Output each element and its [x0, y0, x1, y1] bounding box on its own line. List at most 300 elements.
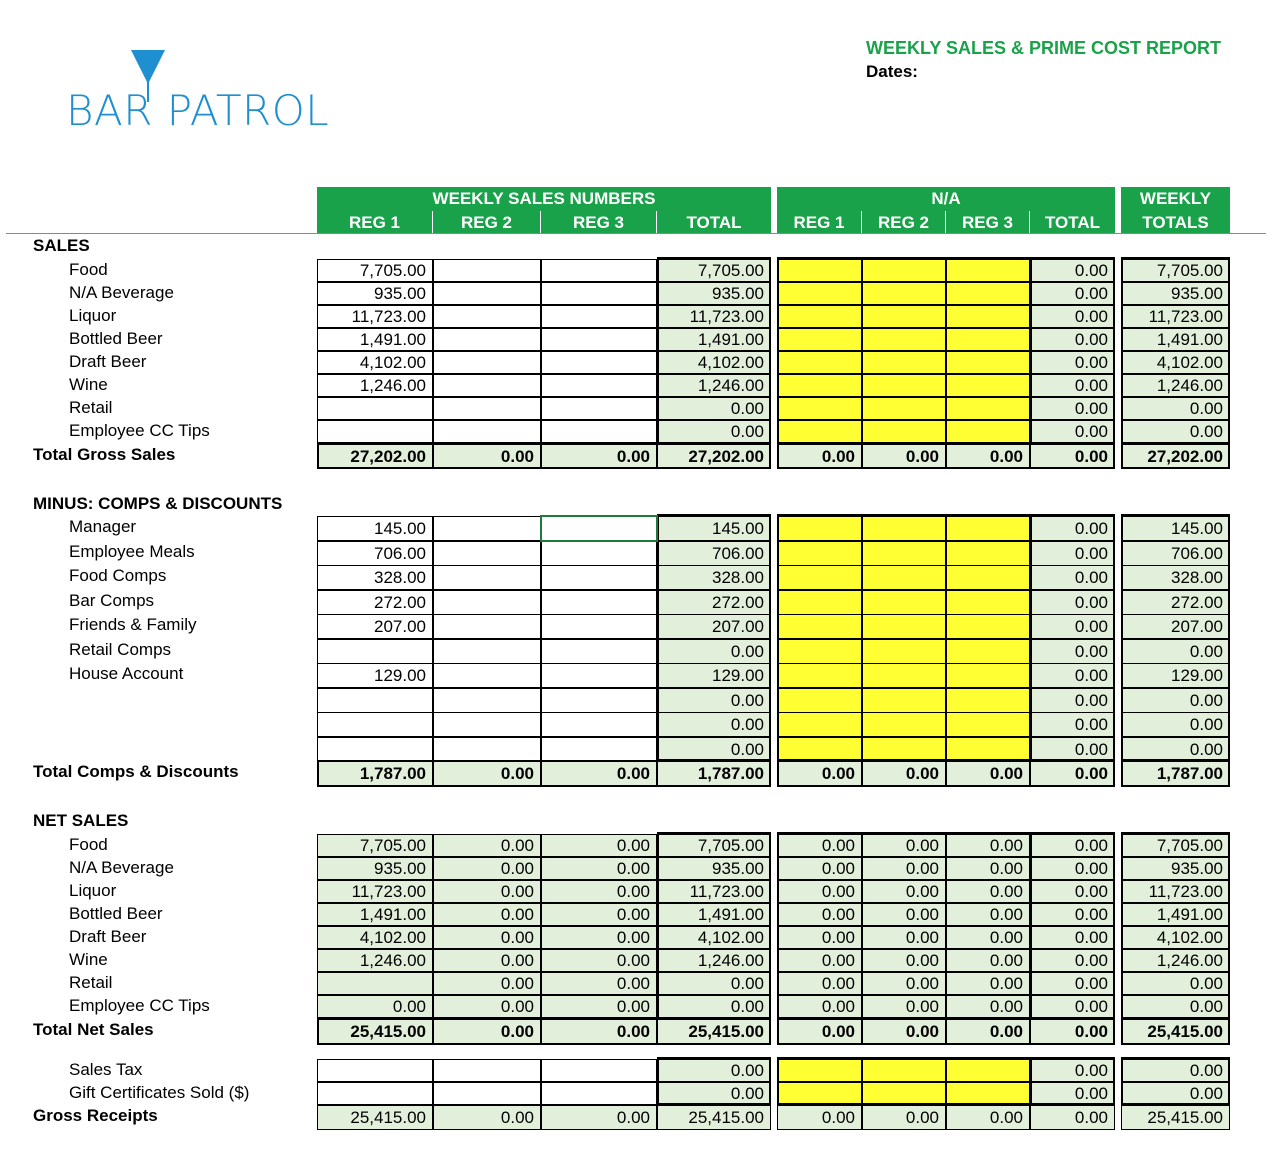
value-cell[interactable] [862, 712, 946, 737]
value-cell[interactable]: 145.00 [657, 516, 771, 541]
value-cell[interactable] [317, 712, 433, 737]
value-cell[interactable] [946, 328, 1030, 351]
value-cell[interactable]: 0.00 [862, 949, 946, 972]
value-cell[interactable]: 1,491.00 [1121, 903, 1230, 926]
row-label: Sales Tax [69, 1060, 143, 1079]
value-cell[interactable] [946, 1082, 1030, 1105]
value-cell[interactable]: 0.00 [657, 688, 771, 713]
value-cell[interactable] [946, 351, 1030, 374]
value-cell[interactable]: 0.00 [1030, 949, 1115, 972]
value-cell[interactable]: 0.00 [1121, 995, 1230, 1018]
value-cell[interactable] [862, 374, 946, 397]
value-cell[interactable] [946, 516, 1030, 541]
value-cell[interactable]: 0.00 [1030, 305, 1115, 328]
value-cell[interactable]: 935.00 [657, 857, 771, 880]
value-cell[interactable] [433, 688, 541, 713]
value-cell[interactable]: 4,102.00 [317, 351, 433, 374]
value-cell[interactable]: 1,246.00 [317, 949, 433, 972]
value-cell[interactable] [946, 541, 1030, 566]
value-cell[interactable] [862, 259, 946, 282]
value-cell[interactable]: 11,723.00 [317, 880, 433, 903]
value-cell[interactable] [433, 305, 541, 328]
value-cell[interactable]: 0.00 [777, 926, 862, 949]
value-cell[interactable]: 11,723.00 [1121, 305, 1230, 328]
value-cell[interactable] [946, 590, 1030, 615]
value-cell[interactable] [777, 1082, 862, 1105]
value-cell[interactable]: 1,491.00 [657, 328, 771, 351]
value-cell[interactable] [862, 282, 946, 305]
value-cell[interactable]: 0.00 [946, 880, 1030, 903]
total-cell[interactable]: 1,787.00 [1121, 761, 1230, 786]
value-cell[interactable] [862, 328, 946, 351]
value-cell[interactable]: 935.00 [1121, 857, 1230, 880]
value-cell[interactable] [946, 737, 1030, 762]
total-cell[interactable]: 25,415.00 [1121, 1019, 1230, 1044]
report-dates-label: Dates: [866, 62, 918, 81]
value-cell[interactable] [317, 420, 433, 443]
value-cell[interactable]: 0.00 [862, 972, 946, 995]
value-cell[interactable] [433, 639, 541, 664]
value-cell[interactable]: 0.00 [946, 926, 1030, 949]
value-cell[interactable]: 0.00 [433, 880, 541, 903]
value-cell[interactable]: 0.00 [433, 903, 541, 926]
value-cell[interactable] [946, 397, 1030, 420]
value-cell[interactable]: 1,246.00 [1121, 949, 1230, 972]
value-cell[interactable]: 0.00 [777, 1105, 862, 1130]
total-cell[interactable]: 1,787.00 [317, 761, 433, 786]
value-cell[interactable] [541, 1082, 657, 1105]
value-cell[interactable]: 935.00 [317, 282, 433, 305]
value-cell[interactable]: 0.00 [541, 995, 657, 1018]
value-cell[interactable]: 0.00 [657, 712, 771, 737]
value-cell[interactable]: 0.00 [946, 903, 1030, 926]
value-cell[interactable] [777, 639, 862, 664]
value-cell[interactable] [862, 397, 946, 420]
value-cell[interactable]: 0.00 [1030, 639, 1115, 664]
value-cell[interactable] [541, 737, 657, 762]
value-cell[interactable]: 0.00 [657, 995, 771, 1018]
value-cell[interactable] [433, 590, 541, 615]
value-cell[interactable] [946, 565, 1030, 590]
row-label: Wine [69, 375, 108, 394]
value-cell[interactable]: 25,415.00 [317, 1105, 433, 1130]
value-cell[interactable]: 0.00 [657, 1059, 771, 1082]
value-cell[interactable]: 1,491.00 [657, 903, 771, 926]
total-cell[interactable]: 1,787.00 [657, 761, 771, 786]
value-cell[interactable] [433, 565, 541, 590]
value-cell[interactable]: 0.00 [657, 397, 771, 420]
value-cell[interactable]: 0.00 [1030, 737, 1115, 762]
value-cell[interactable] [433, 663, 541, 688]
value-cell[interactable] [433, 1082, 541, 1105]
value-cell[interactable] [777, 420, 862, 443]
value-cell[interactable] [433, 541, 541, 566]
row-label: Bottled Beer [69, 329, 163, 348]
value-cell[interactable]: 0.00 [433, 1105, 541, 1130]
value-cell[interactable]: 0.00 [1030, 351, 1115, 374]
value-cell[interactable]: 0.00 [541, 949, 657, 972]
total-cell[interactable]: 0.00 [777, 761, 862, 786]
total-cell[interactable]: 0.00 [777, 1019, 862, 1044]
value-cell[interactable] [777, 397, 862, 420]
value-cell[interactable]: 328.00 [317, 565, 433, 590]
value-cell[interactable] [777, 259, 862, 282]
row-label: Liquor [69, 306, 117, 325]
value-cell[interactable] [541, 305, 657, 328]
value-cell[interactable]: 0.00 [777, 834, 862, 857]
value-cell[interactable]: 0.00 [657, 639, 771, 664]
value-cell[interactable] [862, 565, 946, 590]
total-cell[interactable]: 0.00 [541, 761, 657, 786]
total-cell[interactable]: 0.00 [433, 444, 541, 469]
total-cell[interactable]: 0.00 [862, 761, 946, 786]
value-cell[interactable] [541, 351, 657, 374]
value-cell[interactable] [541, 420, 657, 443]
value-cell[interactable]: 0.00 [862, 880, 946, 903]
value-cell[interactable]: 272.00 [657, 590, 771, 615]
value-cell[interactable]: 7,705.00 [657, 834, 771, 857]
value-cell[interactable]: 0.00 [862, 1105, 946, 1130]
total-cell[interactable]: 0.00 [946, 444, 1030, 469]
value-cell[interactable] [862, 541, 946, 566]
value-cell[interactable] [433, 374, 541, 397]
value-cell[interactable]: 935.00 [1121, 282, 1230, 305]
total-cell[interactable]: 25,415.00 [317, 1019, 433, 1044]
total-cell[interactable]: 25,415.00 [657, 1019, 771, 1044]
value-cell[interactable]: 0.00 [1030, 972, 1115, 995]
section-title-comps: MINUS: COMPS & DISCOUNTS [33, 494, 283, 513]
total-cell[interactable]: 0.00 [862, 444, 946, 469]
value-cell[interactable]: 706.00 [1121, 541, 1230, 566]
value-cell[interactable] [777, 565, 862, 590]
total-cell[interactable]: 0.00 [1030, 444, 1115, 469]
value-cell[interactable] [541, 541, 657, 566]
value-cell[interactable] [433, 1059, 541, 1082]
value-cell[interactable] [433, 259, 541, 282]
value-cell[interactable] [777, 541, 862, 566]
value-cell[interactable]: 207.00 [657, 614, 771, 639]
value-cell[interactable] [433, 351, 541, 374]
value-cell[interactable]: 4,102.00 [1121, 351, 1230, 374]
value-cell[interactable]: 7,705.00 [657, 259, 771, 282]
value-cell[interactable] [317, 972, 433, 995]
value-cell[interactable]: 145.00 [1121, 516, 1230, 541]
value-cell[interactable] [777, 663, 862, 688]
value-cell[interactable]: 1,246.00 [657, 949, 771, 972]
value-cell[interactable]: 0.00 [1030, 1105, 1115, 1130]
value-cell[interactable]: 0.00 [777, 949, 862, 972]
value-cell[interactable] [777, 590, 862, 615]
value-cell[interactable] [317, 397, 433, 420]
value-cell[interactable]: 0.00 [777, 903, 862, 926]
value-cell[interactable]: 0.00 [657, 420, 771, 443]
value-cell[interactable]: 0.00 [862, 857, 946, 880]
value-cell[interactable] [777, 305, 862, 328]
value-cell[interactable]: 0.00 [1030, 590, 1115, 615]
value-cell[interactable] [433, 397, 541, 420]
value-cell[interactable] [862, 305, 946, 328]
value-cell[interactable] [317, 688, 433, 713]
value-cell[interactable]: 7,705.00 [317, 259, 433, 282]
value-cell[interactable]: 0.00 [1121, 420, 1230, 443]
value-cell[interactable]: 129.00 [1121, 663, 1230, 688]
value-cell[interactable]: 0.00 [1030, 614, 1115, 639]
value-cell[interactable]: 1,491.00 [1121, 328, 1230, 351]
total-cell[interactable]: 0.00 [946, 761, 1030, 786]
value-cell[interactable]: 0.00 [1030, 259, 1115, 282]
value-cell[interactable] [541, 374, 657, 397]
value-cell[interactable]: 1,246.00 [317, 374, 433, 397]
value-cell[interactable] [433, 712, 541, 737]
total-cell[interactable]: 0.00 [1030, 1019, 1115, 1044]
value-cell[interactable]: 0.00 [1121, 972, 1230, 995]
value-cell[interactable]: 0.00 [541, 880, 657, 903]
value-cell[interactable]: 145.00 [317, 516, 433, 541]
value-cell[interactable] [777, 614, 862, 639]
value-cell[interactable] [862, 639, 946, 664]
value-cell[interactable] [433, 420, 541, 443]
value-cell[interactable]: 0.00 [433, 949, 541, 972]
value-cell[interactable]: 0.00 [1030, 834, 1115, 857]
value-cell[interactable]: 0.00 [657, 737, 771, 762]
value-cell[interactable]: 0.00 [541, 903, 657, 926]
value-cell[interactable]: 935.00 [657, 282, 771, 305]
value-cell[interactable]: 0.00 [541, 972, 657, 995]
value-cell[interactable]: 0.00 [777, 857, 862, 880]
value-cell[interactable] [946, 688, 1030, 713]
value-cell[interactable]: 4,102.00 [317, 926, 433, 949]
value-cell[interactable]: 0.00 [1030, 926, 1115, 949]
value-cell[interactable]: 0.00 [1030, 397, 1115, 420]
row-label: N/A Beverage [69, 858, 174, 877]
value-cell[interactable]: 0.00 [1121, 737, 1230, 762]
value-cell[interactable]: 0.00 [433, 995, 541, 1018]
value-cell[interactable] [541, 590, 657, 615]
value-cell[interactable]: 0.00 [433, 834, 541, 857]
value-cell[interactable] [862, 516, 946, 541]
value-cell[interactable]: 0.00 [946, 949, 1030, 972]
total-cell[interactable]: 0.00 [1030, 761, 1115, 786]
total-cell[interactable]: 0.00 [541, 1019, 657, 1044]
total-cell[interactable]: 0.00 [777, 444, 862, 469]
value-cell[interactable] [946, 663, 1030, 688]
value-cell[interactable]: 0.00 [1030, 541, 1115, 566]
value-cell[interactable]: 7,705.00 [1121, 834, 1230, 857]
value-cell[interactable]: 0.00 [1030, 282, 1115, 305]
value-cell[interactable]: 7,705.00 [1121, 259, 1230, 282]
value-cell[interactable]: 706.00 [317, 541, 433, 566]
value-cell[interactable]: 0.00 [1030, 995, 1115, 1018]
value-cell[interactable]: 0.00 [946, 995, 1030, 1018]
value-cell[interactable] [777, 712, 862, 737]
value-cell[interactable]: 0.00 [541, 834, 657, 857]
value-cell[interactable] [541, 328, 657, 351]
value-cell[interactable]: 207.00 [1121, 614, 1230, 639]
value-cell[interactable]: 0.00 [433, 972, 541, 995]
value-cell[interactable]: 272.00 [1121, 590, 1230, 615]
value-cell[interactable]: 4,102.00 [657, 926, 771, 949]
value-cell[interactable] [946, 259, 1030, 282]
value-cell[interactable] [777, 1059, 862, 1082]
value-cell[interactable]: 7,705.00 [317, 834, 433, 857]
value-cell[interactable]: 0.00 [862, 834, 946, 857]
value-cell[interactable]: 4,102.00 [1121, 926, 1230, 949]
value-cell[interactable]: 706.00 [657, 541, 771, 566]
value-cell[interactable] [862, 614, 946, 639]
value-cell[interactable] [946, 305, 1030, 328]
value-cell[interactable] [777, 374, 862, 397]
value-cell[interactable] [541, 1059, 657, 1082]
value-cell[interactable] [541, 663, 657, 688]
value-cell[interactable]: 0.00 [1121, 639, 1230, 664]
value-cell[interactable]: 1,491.00 [317, 903, 433, 926]
value-cell[interactable]: 0.00 [777, 972, 862, 995]
value-cell[interactable]: 0.00 [657, 972, 771, 995]
value-cell[interactable]: 0.00 [1030, 516, 1115, 541]
value-cell[interactable] [541, 639, 657, 664]
value-cell[interactable] [777, 688, 862, 713]
value-cell[interactable] [777, 516, 862, 541]
value-cell[interactable] [946, 614, 1030, 639]
value-cell[interactable]: 0.00 [777, 880, 862, 903]
value-cell[interactable] [777, 351, 862, 374]
total-cell[interactable]: 27,202.00 [1121, 444, 1230, 469]
row-label: Manager [69, 517, 137, 536]
value-cell[interactable] [541, 565, 657, 590]
value-cell[interactable] [317, 737, 433, 762]
value-cell[interactable] [433, 328, 541, 351]
value-cell[interactable]: 328.00 [657, 565, 771, 590]
column-header: REG 2 [862, 211, 946, 234]
value-cell[interactable]: 0.00 [657, 1082, 771, 1105]
value-cell[interactable] [862, 688, 946, 713]
value-cell[interactable]: 272.00 [317, 590, 433, 615]
value-cell[interactable]: 0.00 [946, 1105, 1030, 1130]
total-cell[interactable]: 0.00 [433, 1019, 541, 1044]
value-cell[interactable] [541, 712, 657, 737]
value-cell[interactable]: 0.00 [862, 995, 946, 1018]
value-cell[interactable]: 0.00 [1030, 688, 1115, 713]
value-cell[interactable]: 0.00 [1121, 1082, 1230, 1105]
value-cell[interactable]: 0.00 [1121, 1059, 1230, 1082]
value-cell[interactable]: 328.00 [1121, 565, 1230, 590]
total-cell[interactable]: 0.00 [433, 761, 541, 786]
value-cell[interactable] [862, 1082, 946, 1105]
value-cell[interactable]: 0.00 [541, 1105, 657, 1130]
value-cell[interactable]: 0.00 [433, 926, 541, 949]
value-cell[interactable] [541, 259, 657, 282]
value-cell[interactable] [777, 737, 862, 762]
value-cell[interactable]: 0.00 [1030, 328, 1115, 351]
value-cell[interactable]: 0.00 [1030, 880, 1115, 903]
value-cell[interactable] [946, 1059, 1030, 1082]
value-cell[interactable]: 11,723.00 [317, 305, 433, 328]
value-cell[interactable] [946, 374, 1030, 397]
total-cell[interactable]: 0.00 [862, 1019, 946, 1044]
value-cell[interactable] [946, 639, 1030, 664]
value-cell[interactable]: 11,723.00 [657, 305, 771, 328]
total-cell[interactable]: 27,202.00 [317, 444, 433, 469]
value-cell[interactable] [433, 737, 541, 762]
value-cell[interactable]: 0.00 [541, 926, 657, 949]
value-cell[interactable] [541, 282, 657, 305]
value-cell[interactable]: 0.00 [1030, 374, 1115, 397]
value-cell[interactable] [946, 420, 1030, 443]
value-cell[interactable]: 25,415.00 [1121, 1105, 1230, 1130]
value-cell[interactable]: 0.00 [541, 857, 657, 880]
value-cell[interactable]: 25,415.00 [657, 1105, 771, 1130]
value-cell[interactable]: 0.00 [1030, 663, 1115, 688]
value-cell[interactable]: 0.00 [1030, 565, 1115, 590]
value-cell[interactable]: 0.00 [1030, 1059, 1115, 1082]
value-cell[interactable] [317, 1059, 433, 1082]
value-cell[interactable]: 11,723.00 [1121, 880, 1230, 903]
value-cell[interactable] [433, 282, 541, 305]
value-cell[interactable]: 0.00 [1121, 712, 1230, 737]
value-cell[interactable] [541, 397, 657, 420]
value-cell[interactable] [777, 282, 862, 305]
total-cell[interactable]: 27,202.00 [657, 444, 771, 469]
value-cell[interactable]: 1,491.00 [317, 328, 433, 351]
value-cell[interactable] [862, 1059, 946, 1082]
value-cell[interactable] [777, 328, 862, 351]
value-cell[interactable]: 0.00 [1121, 688, 1230, 713]
value-cell[interactable]: 0.00 [1030, 712, 1115, 737]
row-label: Retail [69, 973, 113, 992]
value-cell[interactable]: 0.00 [1030, 857, 1115, 880]
value-cell[interactable]: 207.00 [317, 614, 433, 639]
value-cell[interactable] [317, 1082, 433, 1105]
value-cell[interactable]: 0.00 [1030, 420, 1115, 443]
value-cell[interactable]: 0.00 [777, 995, 862, 1018]
value-cell[interactable]: 0.00 [1030, 903, 1115, 926]
value-cell[interactable]: 129.00 [657, 663, 771, 688]
value-cell[interactable] [541, 614, 657, 639]
value-cell[interactable]: 129.00 [317, 663, 433, 688]
value-cell[interactable]: 0.00 [862, 903, 946, 926]
value-cell[interactable]: 11,723.00 [657, 880, 771, 903]
value-cell[interactable]: 0.00 [317, 995, 433, 1018]
value-cell[interactable] [862, 737, 946, 762]
value-cell[interactable]: 0.00 [433, 857, 541, 880]
total-cell[interactable]: 0.00 [946, 1019, 1030, 1044]
value-cell[interactable] [317, 639, 433, 664]
value-cell[interactable] [946, 712, 1030, 737]
value-cell[interactable]: 0.00 [1030, 1082, 1115, 1105]
value-cell[interactable]: 0.00 [1121, 397, 1230, 420]
value-cell[interactable]: 0.00 [946, 857, 1030, 880]
value-cell[interactable] [541, 688, 657, 713]
value-cell[interactable]: 935.00 [317, 857, 433, 880]
value-cell[interactable] [946, 282, 1030, 305]
value-cell[interactable] [862, 663, 946, 688]
value-cell[interactable]: 0.00 [862, 926, 946, 949]
value-cell[interactable]: 4,102.00 [657, 351, 771, 374]
value-cell[interactable] [433, 516, 541, 541]
value-cell[interactable]: 0.00 [946, 834, 1030, 857]
logo-triangle-icon [131, 50, 165, 84]
value-cell[interactable] [541, 516, 657, 541]
value-cell[interactable] [862, 351, 946, 374]
logo: BAR PATROL [66, 86, 330, 135]
value-cell[interactable]: 1,246.00 [657, 374, 771, 397]
value-cell[interactable] [862, 420, 946, 443]
value-cell[interactable]: 0.00 [946, 972, 1030, 995]
total-cell[interactable]: 0.00 [541, 444, 657, 469]
value-cell[interactable]: 1,246.00 [1121, 374, 1230, 397]
value-cell[interactable] [433, 614, 541, 639]
value-cell[interactable] [862, 590, 946, 615]
